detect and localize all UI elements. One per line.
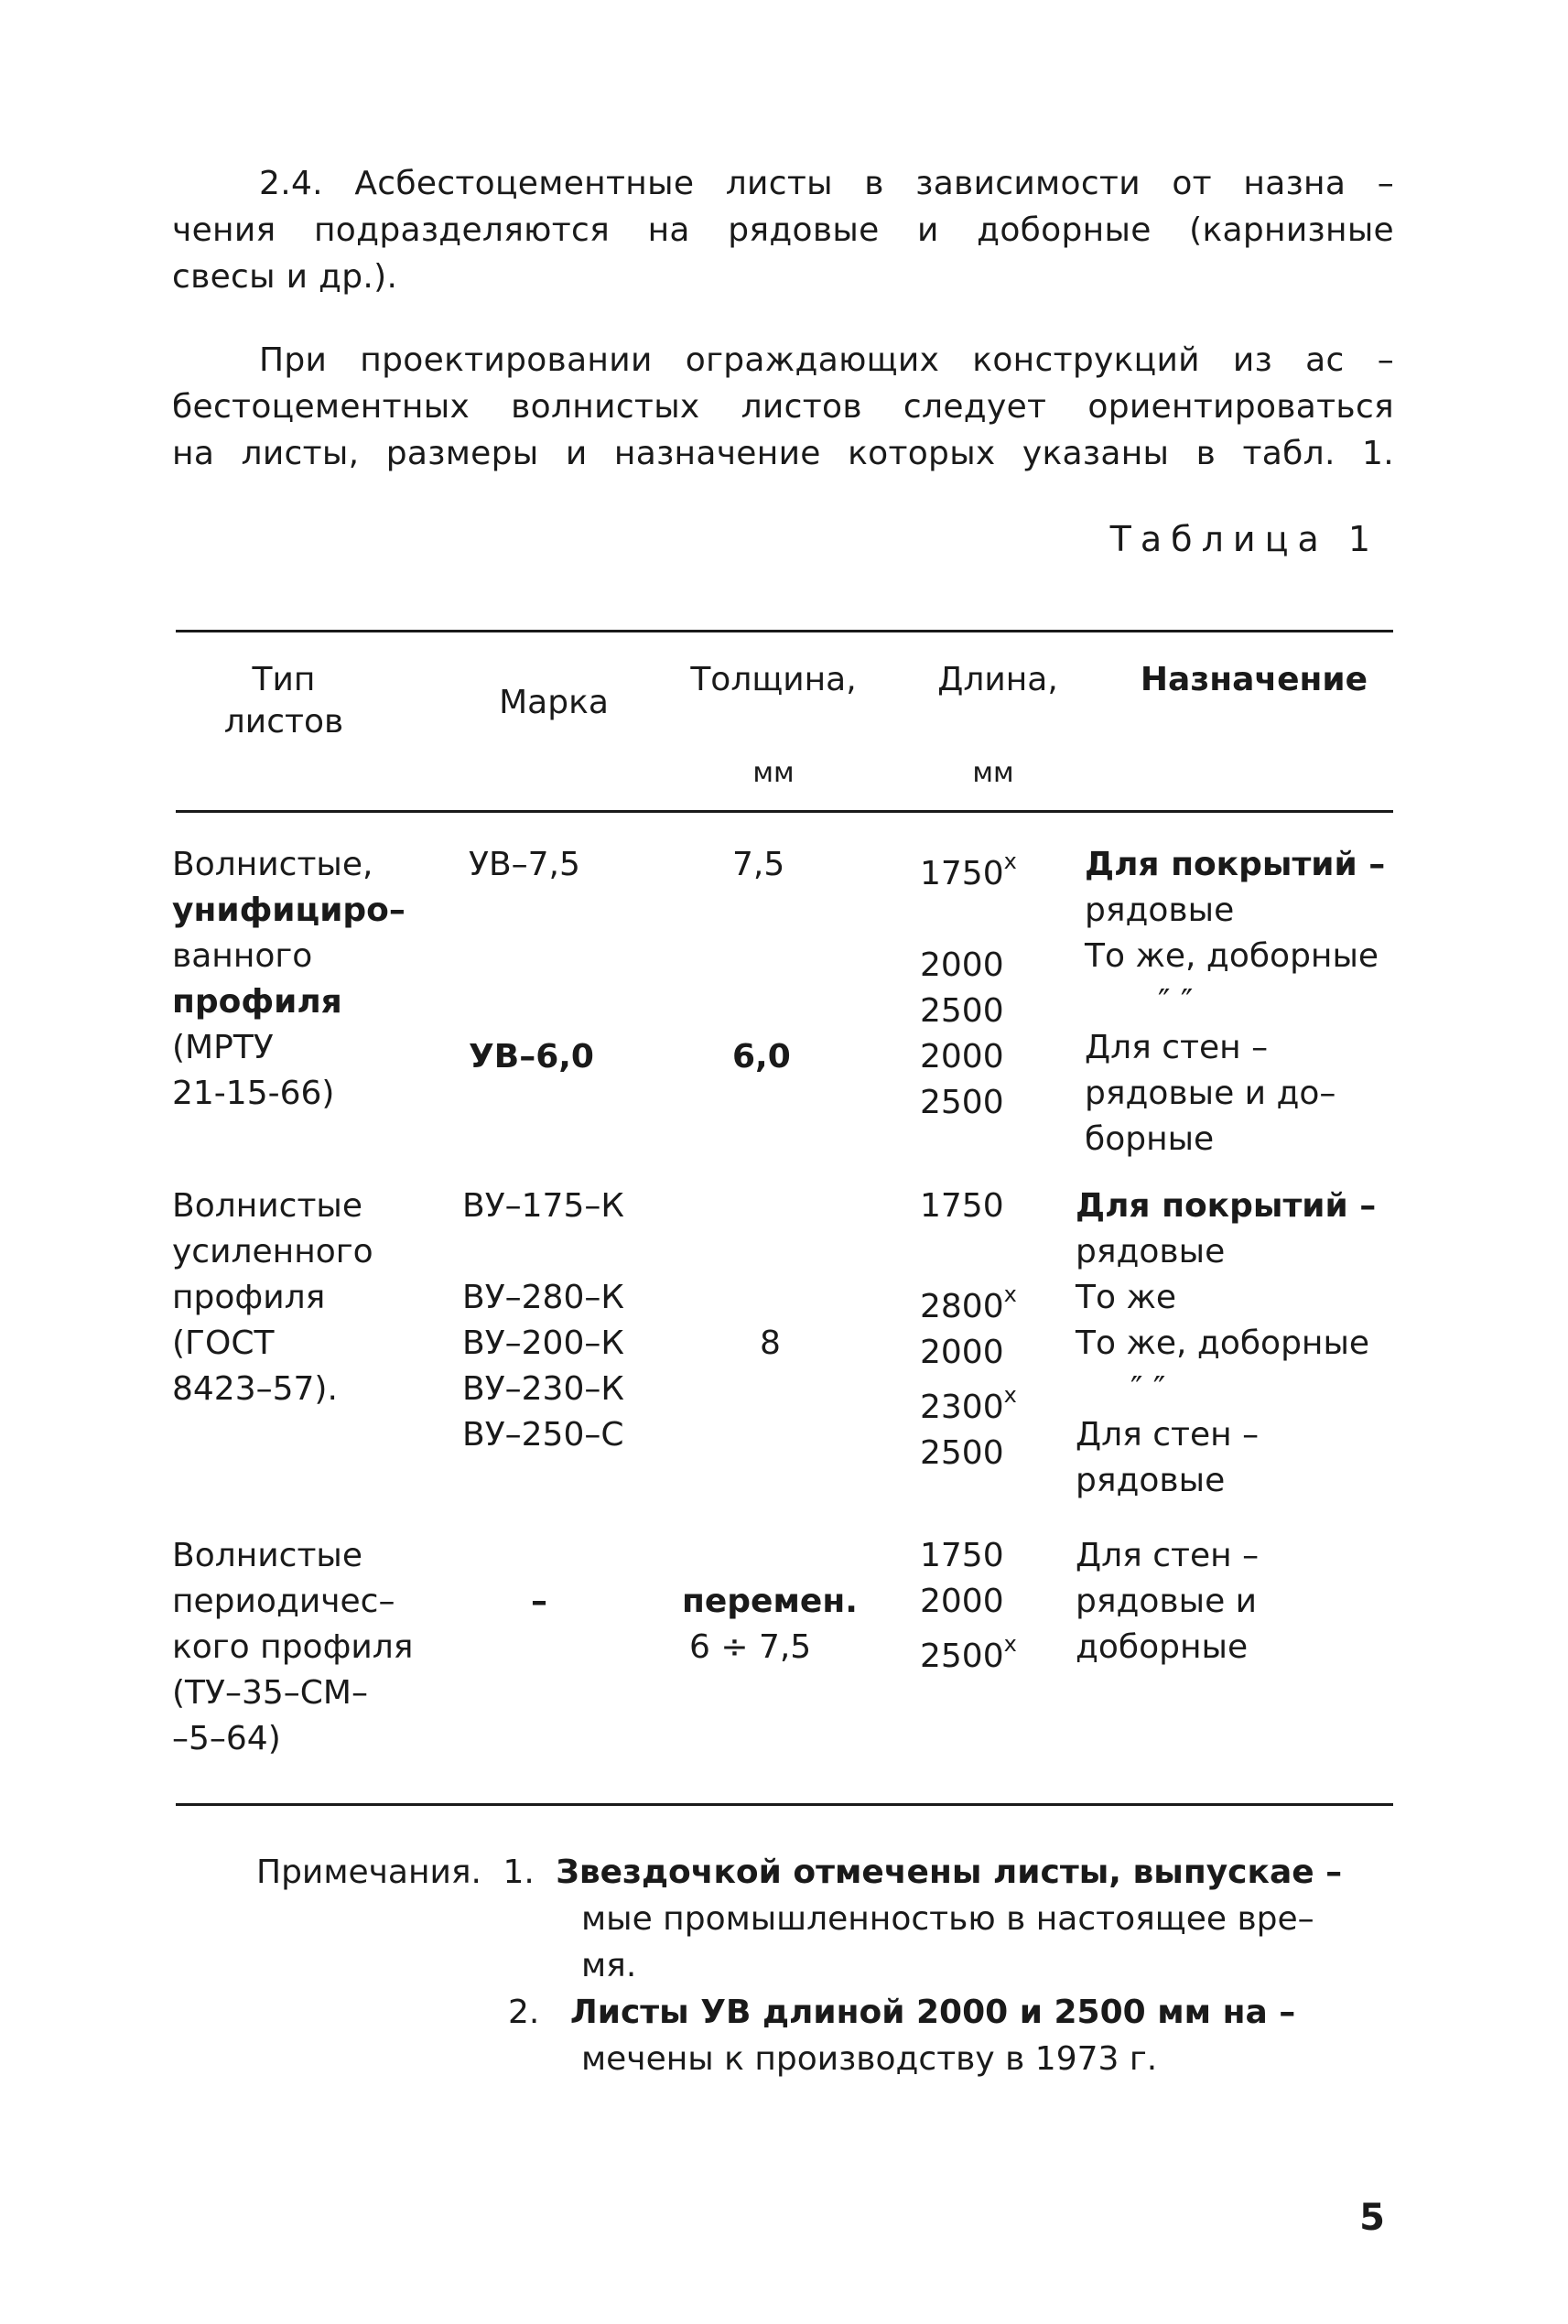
group2-type bbox=[172, 1184, 373, 1412]
length-value: 1750 bbox=[920, 1537, 1004, 1574]
length-value: 2500 bbox=[920, 1084, 1004, 1121]
notes-label: Примечания. bbox=[256, 1854, 481, 1891]
length-value: 1750 bbox=[920, 1187, 1004, 1225]
notes bbox=[256, 1849, 1342, 2082]
paragraph-line: свесы и др.). bbox=[172, 258, 398, 296]
note-number: 2. bbox=[508, 1994, 540, 2031]
paragraph-2-4 bbox=[172, 160, 1394, 300]
type-line: 8423–57). bbox=[172, 1370, 338, 1408]
star-mark: x bbox=[1003, 1631, 1017, 1657]
group3-thickness bbox=[682, 1579, 858, 1670]
group3-type bbox=[172, 1533, 413, 1762]
table-header-rule bbox=[176, 810, 1393, 813]
mark-value: ВУ–200–К bbox=[462, 1324, 624, 1362]
mark-value: ВУ–230–К bbox=[462, 1370, 624, 1408]
purpose-line: рядовые и до– bbox=[1085, 1075, 1336, 1112]
purpose-line: Для покрытий – bbox=[1085, 846, 1386, 883]
paragraph-line: бестоцементных волнистых листов следует ориентироваться bbox=[172, 388, 1394, 426]
type-line: профиля bbox=[172, 983, 342, 1021]
header-thickness: Толщина, bbox=[690, 661, 857, 698]
length-value: 2500$^x$ bbox=[920, 1631, 1017, 1675]
purpose-line: доборные bbox=[1076, 1628, 1249, 1666]
length-value: 1750$^x$ bbox=[920, 849, 1017, 892]
note-2 bbox=[256, 1989, 1342, 2036]
purpose-line: То же, доборные bbox=[1085, 937, 1379, 975]
note-line: мые промышленностью в настоящее вре– bbox=[581, 1900, 1314, 1938]
length-value: 2000 bbox=[920, 1334, 1004, 1371]
paragraph-design bbox=[172, 337, 1394, 477]
mark-value: ВУ–280–К bbox=[462, 1279, 624, 1316]
type-line: Волнистые, bbox=[172, 846, 373, 883]
group3-purpose bbox=[1076, 1533, 1259, 1670]
purpose-line: борные bbox=[1085, 1120, 1215, 1158]
purpose-line: Для стен – bbox=[1085, 1029, 1269, 1066]
note-number: 1. bbox=[503, 1854, 535, 1891]
header-type bbox=[206, 659, 362, 743]
mark-value: ВУ–250–С bbox=[462, 1416, 624, 1454]
star-mark: x bbox=[1003, 1281, 1017, 1307]
paragraph-line: При проектировании ограждающих конструкций из ас – bbox=[259, 341, 1394, 379]
thickness-value: перемен. bbox=[682, 1583, 858, 1620]
thickness-6-0: 6,0 bbox=[732, 1038, 791, 1076]
length-value: 2300$^x$ bbox=[920, 1382, 1017, 1426]
purpose-line: Для стен – bbox=[1076, 1537, 1260, 1574]
purpose-line: ″ ″ bbox=[1130, 1370, 1166, 1408]
header-type-line: Тип bbox=[252, 661, 316, 698]
note-line: Звездочкой отмечены листы, выпускае – bbox=[556, 1854, 1343, 1891]
purpose-line: рядовые bbox=[1085, 892, 1235, 929]
thickness-8: 8 bbox=[760, 1324, 781, 1362]
star-mark: x bbox=[1003, 849, 1017, 874]
type-line: кого профиля bbox=[172, 1628, 414, 1666]
length-value: 2000 bbox=[920, 1583, 1004, 1620]
type-line: –5–64) bbox=[172, 1720, 281, 1757]
purpose-line: рядовые bbox=[1076, 1462, 1226, 1499]
mark-uv-6-0: УВ–6,0 bbox=[469, 1038, 594, 1076]
type-line: (МРТУ bbox=[172, 1029, 274, 1066]
note-line: мечены к производству в 1973 г. bbox=[581, 2040, 1158, 2078]
type-line: усиленного bbox=[172, 1233, 373, 1270]
header-thickness-unit: мм bbox=[752, 757, 795, 789]
purpose-line: То же bbox=[1076, 1279, 1177, 1316]
purpose-line: То же, доборные bbox=[1076, 1324, 1370, 1362]
note-line: мя. bbox=[581, 1947, 637, 1984]
type-line: (ГОСТ bbox=[172, 1324, 275, 1362]
table-bottom-rule bbox=[176, 1803, 1393, 1806]
header-length: Длина, bbox=[937, 661, 1058, 698]
length-value: 2500 bbox=[920, 1434, 1004, 1472]
type-line: Волнистые bbox=[172, 1537, 363, 1574]
page-number: 5 bbox=[1359, 2197, 1385, 2239]
paragraph-line: 2.4. Асбестоцементные листы в зависимости от назна – bbox=[259, 165, 1394, 202]
purpose-line: рядовые bbox=[1076, 1233, 1226, 1270]
length-value: 2000 bbox=[920, 1038, 1004, 1076]
type-line: (ТУ–35–СМ– bbox=[172, 1674, 368, 1712]
group2-lengths bbox=[920, 1184, 1017, 1476]
header-mark: Марка bbox=[499, 684, 609, 721]
purpose-line: Для стен – bbox=[1076, 1416, 1260, 1454]
length-value: 2000 bbox=[920, 946, 1004, 984]
type-line: периодичес– bbox=[172, 1583, 395, 1620]
star-mark: x bbox=[1003, 1382, 1017, 1408]
note-1 bbox=[256, 1849, 1342, 1896]
header-length-unit: мм bbox=[972, 757, 1014, 789]
mark-value: ВУ–175–К bbox=[462, 1187, 624, 1225]
header-type-line: листов bbox=[223, 703, 344, 740]
header-purpose: Назначение bbox=[1140, 661, 1368, 698]
paragraph-line: на листы, размеры и назначение которых указаны в табл. 1. bbox=[172, 435, 1394, 472]
type-line: профиля bbox=[172, 1279, 326, 1316]
length-value: 2800$^x$ bbox=[920, 1281, 1017, 1325]
purpose-line: рядовые и bbox=[1076, 1583, 1258, 1620]
group2-purpose bbox=[1076, 1184, 1376, 1504]
group1-purpose bbox=[1085, 842, 1385, 1162]
type-line: Волнистые bbox=[172, 1187, 363, 1225]
type-line: унифициро– bbox=[172, 892, 406, 929]
table-top-rule bbox=[176, 630, 1393, 632]
group1-type bbox=[172, 842, 406, 1117]
mark-dash: – bbox=[531, 1583, 547, 1620]
group3-lengths bbox=[920, 1533, 1017, 1680]
length-value: 2500 bbox=[920, 992, 1004, 1030]
thickness-value: 6 ÷ 7,5 bbox=[689, 1628, 812, 1666]
purpose-line: Для покрытий – bbox=[1076, 1187, 1377, 1225]
table-caption: Таблица 1 bbox=[1109, 519, 1379, 559]
group1-lengths bbox=[920, 842, 1017, 1126]
paragraph-line: чения подразделяются на рядовые и доборные (карнизные bbox=[172, 211, 1394, 249]
mark-uv-7-5: УВ–7,5 bbox=[469, 846, 580, 883]
type-line: ванного bbox=[172, 937, 313, 975]
thickness-7-5: 7,5 bbox=[732, 846, 785, 883]
group2-marks bbox=[462, 1184, 624, 1458]
purpose-line: ″ ″ bbox=[1158, 983, 1194, 1021]
note-line: Листы УВ длиной 2000 и 2500 мм на – bbox=[569, 1994, 1296, 2031]
type-line: 21-15-66) bbox=[172, 1075, 335, 1112]
